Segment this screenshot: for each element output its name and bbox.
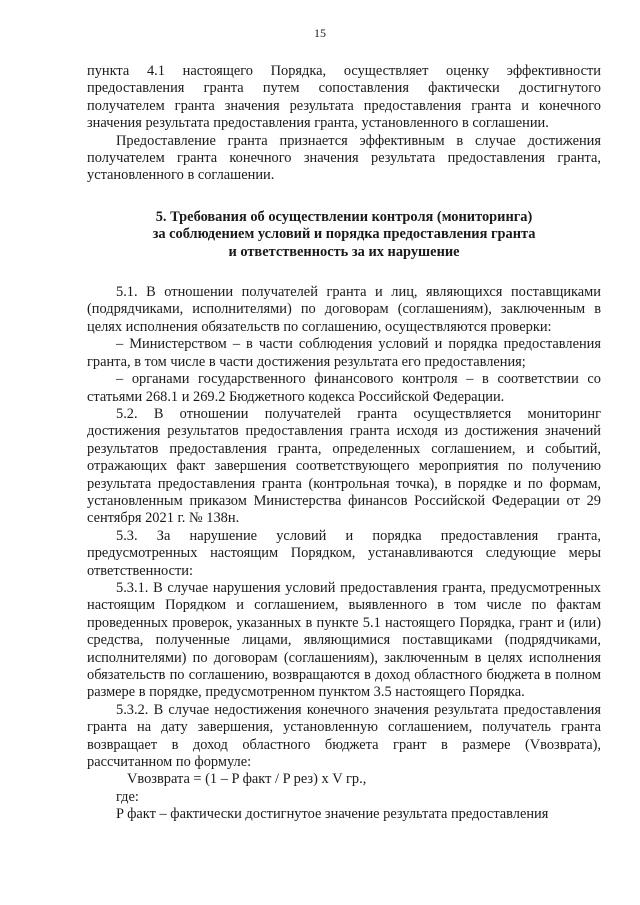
paragraph-5-1-ministry: – Министерством – в части соблюдения условий и порядка предоставления гранта, в том числе в части достижения результата его предоставления; [87, 336, 601, 370]
section-heading-line: 5. Требования об осуществлении контроля (мониторинга) [155, 208, 533, 225]
definition-p-fact: P факт – фактически достигнутое значение результата предоставления [116, 806, 549, 823]
formula: Vвозврата = (1 – P факт / P рез) х V гр., [127, 771, 367, 788]
paragraph-5-3: 5.3. За нарушение условий и порядка предоставления гранта, предусмотренных настоящим Порядком, устанавливаются следующие меры ответственности: [87, 527, 601, 579]
paragraph-5-1-control-bodies: – органами государственного финансового контроля – в соответствии со статьями 268.1 и 269.2 Бюджетного кодекса Российской Федерации. [87, 371, 601, 405]
paragraph-5-1: 5.1. В отношении получателей гранта и лиц, являющихся поставщиками (подрядчиками, исполнителями) по договорам (соглашениям), заключенным в целях исполнения обязательств по соглашению, осуществляются проверки: [87, 284, 601, 335]
page-number: 15 [314, 26, 326, 40]
section-heading [87, 209, 601, 261]
section-heading-line: и ответственность за их нарушение [228, 243, 460, 260]
paragraph-intro-continuation: пункта 4.1 настоящего Порядка, осуществляет оценку эффективности предоставления гранта путем сопоставления фактически достигнутого получателем гранта значения результата предоставления гранта и конечного значения результата предоставления гранта, установленного в соглашении. [87, 63, 601, 132]
document-body [87, 63, 601, 824]
section-heading-line: за соблюдением условий и порядка предоставления гранта [152, 226, 536, 243]
paragraph-5-3-1: 5.3.1. В случае нарушения условий предоставления гранта, предусмотренных настоящим Порядком и соглашением, выявленного в том числе по фактам проведенных проверок, указанных в пункте 5.1 настоящего Порядка, грант и (или) средства, полученные лицами, являющимися поставщиками (подрядчиками, исполнителями) по договорам (соглашениям), заключенным в целях исполнения обязательств по соглашению, возвращаются в доход областного бюджета в полном размере в порядке, предусмотренном пунктом 3.5 настоящего Порядка. [87, 579, 601, 701]
paragraph-5-3-2: 5.3.2. В случае недостижения конечного значения результата предоставления гранта на дату завершения, установленную соглашением, получатель гранта возвращает в доход областного бюджета грант в размере (Vвозврата), рассчитанном по формуле: [87, 701, 601, 771]
where-label: где: [116, 788, 139, 805]
paragraph-efficiency: Предоставление гранта признается эффективным в случае достижения получателем гранта конечного значения результата предоставления гранта, установленного в соглашении. [87, 132, 601, 184]
paragraph-5-2: 5.2. В отношении получателей гранта осуществляется мониторинг достижения результатов предоставления гранта исходя из достижения значений результатов предоставления гранта, определенных соглашением, и событий, отражающих факт завершения соответствующего мероприятия по получению результата предоставления гранта (контрольная точка), в порядке и по формам, установленным приказом Министерства финансов Российской Федерации от 29 сентября 2021 г. № 138н. [87, 405, 601, 527]
